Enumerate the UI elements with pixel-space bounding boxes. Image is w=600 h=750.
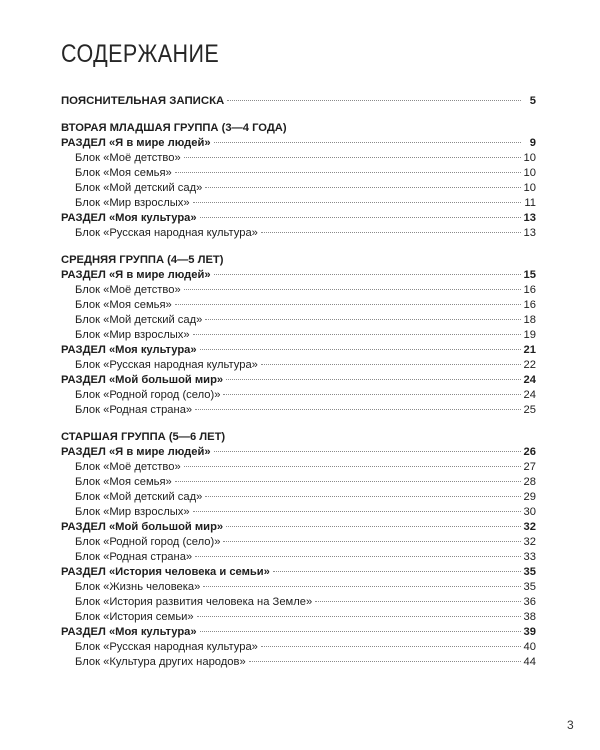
toc-block-entry[interactable] [61,403,536,418]
dot-leader [184,157,521,158]
dot-leader [249,661,521,662]
toc-block-entry[interactable] [61,283,536,298]
toc-entry-page: 24 [523,374,536,386]
dot-leader [223,394,520,395]
toc-entry-page: 10 [523,167,536,179]
toc-entry-page: 27 [523,461,536,473]
toc-block-entry[interactable] [61,181,536,196]
dot-leader [184,289,521,290]
toc-block-entry[interactable] [61,358,536,373]
toc-entry-label: РАЗДЕЛ «История человека и семьи» [61,566,270,578]
toc-section-entry[interactable] [61,445,536,460]
toc-block-entry[interactable] [61,328,536,343]
toc-section-entry[interactable] [61,343,536,358]
toc-entry-page: 16 [523,299,536,311]
toc-entry-label: РАЗДЕЛ «Я в мире людей» [61,269,211,281]
group-title: СТАРШАЯ ГРУППА (5—6 ЛЕТ) [61,431,226,443]
dot-leader [200,349,521,350]
toc-entry-label: РАЗДЕЛ «Моя культура» [61,626,197,638]
toc-section-entry[interactable] [61,136,536,151]
dot-leader [223,541,520,542]
toc-entry-label: Блок «Моё детство» [75,284,181,296]
toc-block-entry[interactable] [61,196,536,211]
page-number: 3 [567,718,574,732]
toc-entry-page: 19 [523,329,536,341]
dot-leader [195,556,520,557]
toc-entry-label: РАЗДЕЛ «Моя культура» [61,212,197,224]
dot-leader [273,571,521,572]
toc-entry-label: Блок «Мой детский сад» [75,491,203,503]
dot-leader [175,304,521,305]
toc-entry-label: Блок «Родной город (село)» [75,536,221,548]
dot-leader [205,496,520,497]
toc-entry-page: 25 [523,404,536,416]
toc-entry-label: Блок «Моя семья» [75,476,172,488]
dot-leader [205,187,520,188]
dot-leader [226,379,520,380]
toc-entry-page: 28 [523,476,536,488]
toc-entry-label: РАЗДЕЛ «Я в мире людей» [61,137,211,149]
toc-entry-label: Блок «Жизнь человека» [75,581,201,593]
toc-entry-page: 10 [523,152,536,164]
page-title: СОДЕРЖАНИЕ [61,40,220,68]
dot-leader [200,631,521,632]
toc-entry-label: ПОЯСНИТЕЛЬНАЯ ЗАПИСКА [61,95,225,107]
dot-leader [261,364,521,365]
dot-leader [227,100,521,101]
group-title: ВТОРАЯ МЛАДШАЯ ГРУППА (3—4 ГОДА) [61,122,287,134]
toc-block-entry[interactable] [61,580,536,595]
toc-section-entry[interactable] [61,565,536,580]
dot-leader [205,319,520,320]
toc-entry-label: Блок «Родная страна» [75,551,193,563]
toc-entry-page: 15 [523,269,536,281]
dot-leader [195,409,520,410]
dot-leader [203,586,520,587]
dot-leader [261,232,521,233]
toc-block-entry[interactable] [61,490,536,505]
toc-entry-label: Блок «Моя семья» [75,167,172,179]
toc-entry-intro[interactable] [61,94,536,109]
toc-entry-page: 36 [523,596,536,608]
toc-entry-label: РАЗДЕЛ «Моя культура» [61,344,197,356]
toc-entry-label: Блок «Мир взрослых» [75,329,190,341]
toc-section-entry[interactable] [61,625,536,640]
toc-entry-page: 33 [523,551,536,563]
toc-entry-page: 18 [523,314,536,326]
toc-entry-page: 24 [523,389,536,401]
dot-leader [226,526,520,527]
dot-leader [214,451,521,452]
toc-entry-label: Блок «Русская народная культура» [75,227,258,239]
toc-entry-page: 5 [529,95,536,107]
toc-entry-label: Блок «Моё детство» [75,152,181,164]
toc-entry-label: Блок «Мир взрослых» [75,506,190,518]
toc-entry-label: Блок «Родная страна» [75,404,193,416]
toc-entry-page: 39 [523,626,536,638]
toc-block-entry[interactable] [61,166,536,181]
toc-block-entry[interactable] [61,550,536,565]
toc-entry-label: Блок «Родной город (село)» [75,389,221,401]
toc-entry-label: Блок «Мир взрослых» [75,197,190,209]
toc-entry-page: 32 [523,536,536,548]
toc-entry-page: 11 [524,197,536,209]
dot-leader [175,172,521,173]
dot-leader [193,511,521,512]
toc-block-entry[interactable] [61,610,536,625]
toc-section-entry[interactable] [61,520,536,535]
toc-entry-label: Блок «История семьи» [75,611,194,623]
toc-section-entry[interactable] [61,373,536,388]
toc-block-entry[interactable] [61,298,536,313]
dot-leader [200,217,521,218]
toc-entry-label: Блок «История развития человека на Земле» [75,596,313,608]
toc-entry-page: 22 [523,359,536,371]
dot-leader [197,616,521,617]
toc-entry-page: 44 [523,656,536,668]
toc-section-entry[interactable] [61,211,536,226]
dot-leader [175,481,521,482]
toc-entry-page: 16 [523,284,536,296]
dot-leader [214,274,521,275]
toc-entry-page: 40 [523,641,536,653]
dot-leader [261,646,521,647]
toc-entry-page: 21 [523,344,536,356]
toc-entry-page: 32 [523,521,536,533]
table-of-contents [61,94,536,670]
toc-entry-label: РАЗДЕЛ «Мой большой мир» [61,374,224,386]
toc-entry-label: Блок «Мой детский сад» [75,182,203,194]
toc-block-entry[interactable] [61,313,536,328]
toc-entry-page: 9 [529,137,536,149]
toc-entry-label: Блок «Русская народная культура» [75,641,258,653]
dot-leader [214,142,521,143]
toc-block-entry[interactable] [61,475,536,490]
toc-entry-label: Блок «Культура других народов» [75,656,246,668]
toc-entry-page: 10 [523,182,536,194]
dot-leader [193,334,521,335]
toc-block-entry[interactable] [61,595,536,610]
toc-entry-page: 38 [523,611,536,623]
toc-entry-page: 30 [523,506,536,518]
group-title: СРЕДНЯЯ ГРУППА (4—5 ЛЕТ) [61,254,224,266]
toc-block-entry[interactable] [61,226,536,241]
toc-block-entry[interactable] [61,535,536,550]
toc-entry-label: Блок «Мой детский сад» [75,314,203,326]
dot-leader [315,601,520,602]
toc-block-entry[interactable] [61,655,536,670]
dot-leader [184,466,521,467]
toc-block-entry[interactable] [61,460,536,475]
toc-entry-page: 35 [523,581,536,593]
toc-entry-page: 13 [523,212,536,224]
toc-entry-page: 13 [523,227,536,239]
toc-block-entry[interactable] [61,640,536,655]
toc-block-entry[interactable] [61,505,536,520]
toc-entry-label: РАЗДЕЛ «Мой большой мир» [61,521,224,533]
toc-entry-label: Блок «Моё детство» [75,461,181,473]
toc-groups [61,121,536,670]
toc-block-entry[interactable] [61,388,536,403]
toc-entry-label: РАЗДЕЛ «Я в мире людей» [61,446,211,458]
toc-entry-label: Блок «Моя семья» [75,299,172,311]
toc-entry-page: 35 [523,566,536,578]
toc-entry-label: Блок «Русская народная культура» [75,359,258,371]
toc-block-entry[interactable] [61,151,536,166]
dot-leader [193,202,521,203]
toc-entry-page: 29 [523,491,536,503]
toc-section-entry[interactable] [61,268,536,283]
toc-entry-page: 26 [523,446,536,458]
